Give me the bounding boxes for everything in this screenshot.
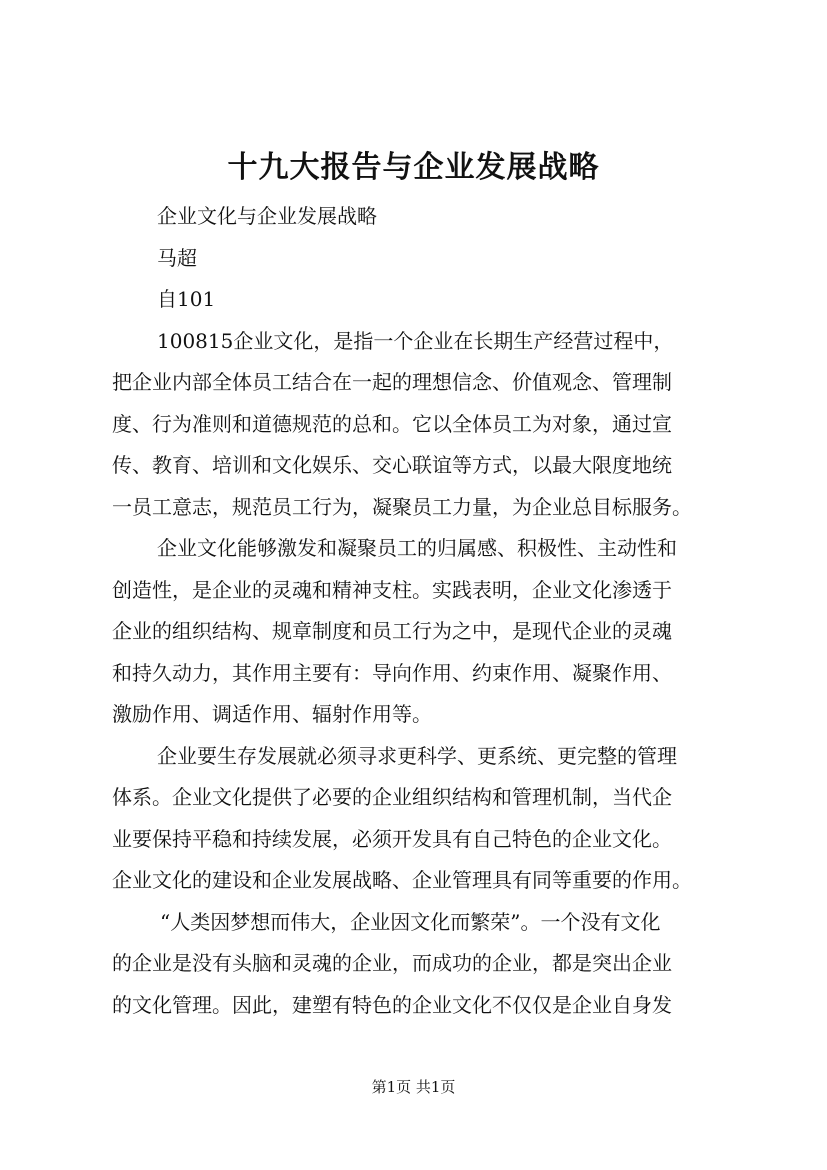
subtitle-line: 企业文化与企业发展战略 [157, 204, 377, 228]
affiliation-line: 自101 [157, 287, 216, 311]
paragraph-line: 企业要生存发展就必须寻求更科学、更系统、更完整的管理 [157, 743, 677, 768]
paragraph-line: “人类因梦想而伟大，企业因文化而繁荣”。一个没有文化 [160, 909, 661, 934]
paragraph-line: 一员工意志，规范员工行为，凝聚员工力量，为企业总目标服务。 [112, 494, 692, 519]
document-title: 十九大报告与企业发展战略 [227, 150, 600, 185]
paragraph-line: 业要保持平稳和持续发展，必须开发具有自己特色的企业文化。 [112, 826, 672, 851]
paragraph-line: 企业文化的建设和企业发展战略、企业管理具有同等重要的作用。 [112, 868, 692, 892]
paragraph-line: 企业文化能够激发和凝聚员工的归属感、积极性、主动性和 [157, 536, 677, 560]
paragraph-line: 度、行为准则和道德规范的总和。它以全体员工为对象，通过宣 [112, 411, 672, 436]
paragraph-line: 和持久动力，其作用主要有：导向作用、约束作用、凝聚作用、 [112, 660, 672, 685]
paragraph-line: 的文化管理。因此，建塑有特色的企业文化不仅仅是企业自身发 [112, 992, 672, 1017]
paragraph-line: 激励作用、调适作用、辐射作用等。 [112, 702, 432, 726]
paragraph-line: 传、教育、培训和文化娱乐、交心联谊等方式，以最大限度地统 [112, 453, 672, 477]
paragraph-line: 企业的组织结构、规章制度和员工行为之中，是现代企业的灵魂 [112, 619, 672, 643]
page-number-footer: 第1页 共1页 [371, 1078, 456, 1096]
paragraph-line: 把企业内部全体员工结合在一起的理想信念、价值观念、管理制 [112, 370, 672, 394]
paragraph-line: 创造性，是企业的灵魂和精神支柱。实践表明，企业文化渗透于 [112, 577, 672, 602]
author-line: 马超 [157, 245, 197, 270]
paragraph-line: 的企业是没有头脑和灵魂的企业，而成功的企业，都是突出企业 [112, 951, 672, 975]
paragraph-line: 体系。企业文化提供了必要的企业组织结构和管理机制，当代企 [112, 785, 672, 809]
paragraph-line: 100815企业文化，是指一个企业在长期生产经营过程中， [157, 328, 674, 353]
document-body [112, 196, 738, 1026]
